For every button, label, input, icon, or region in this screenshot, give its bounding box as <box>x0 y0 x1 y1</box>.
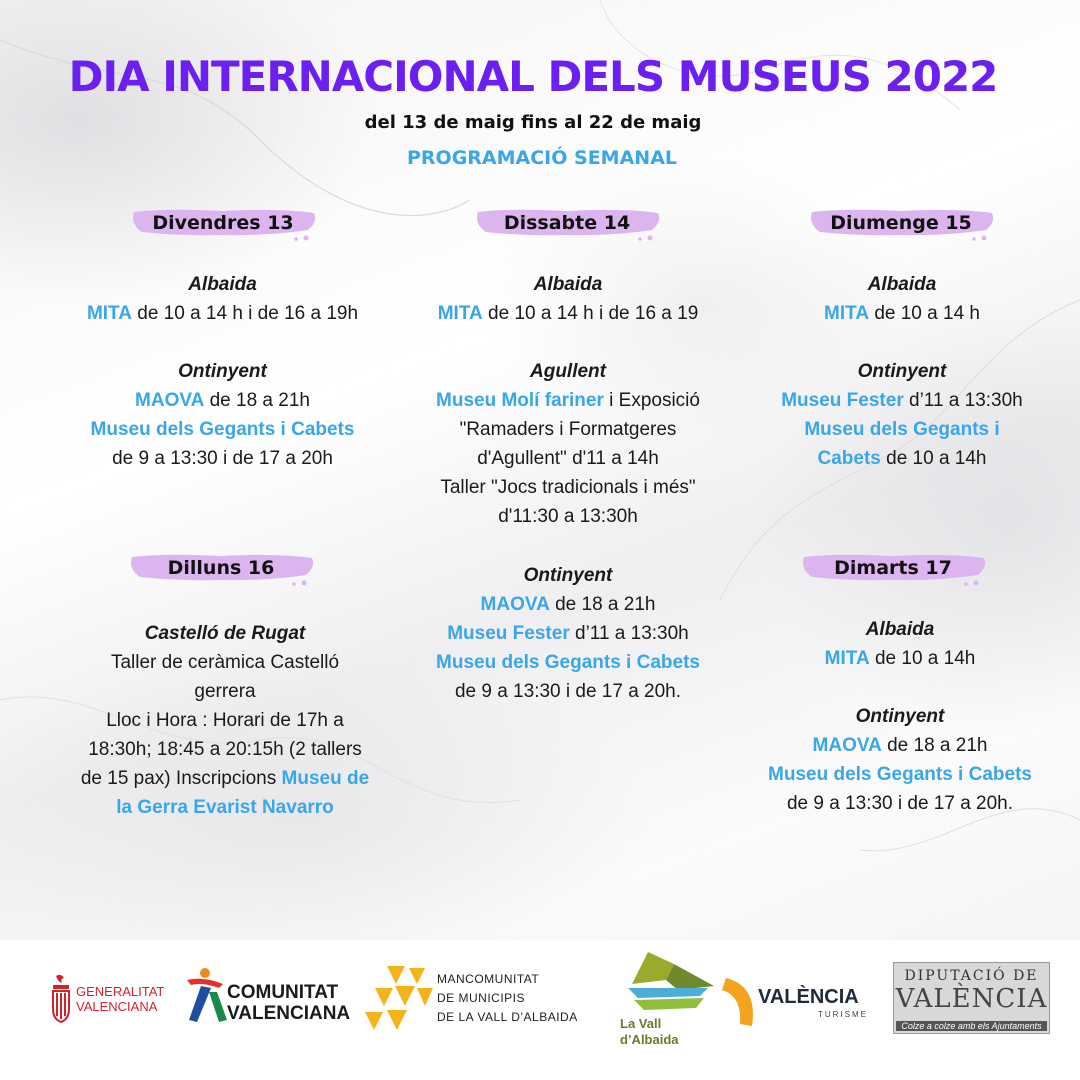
museum-name: Museu Fester <box>447 623 570 644</box>
logo-text: Colze a colze amb els Ajuntaments <box>896 1021 1047 1031</box>
museum-name: Museu dels Gegants i Cabets <box>436 652 700 673</box>
schedule-text: de 9 a 13:30 i de 17 a 20h <box>112 448 333 469</box>
logo-text: COMUNITAT <box>227 982 339 1003</box>
town-name: Albaida <box>533 274 603 295</box>
schedule-text: de 10 a 14h <box>869 648 976 669</box>
valencia-turisme-logo <box>722 976 872 1036</box>
schedule-line <box>750 386 1054 415</box>
museum-name: MITA <box>824 648 870 669</box>
schedule-tue <box>730 615 1070 818</box>
schedule-text: de 10 a 14h <box>880 448 987 469</box>
logo-text: DIPUTACIÓ DE <box>904 968 1039 984</box>
museum-name: MAOVA <box>135 390 205 411</box>
logo-text: GENERALITAT <box>76 984 165 999</box>
museum-name: MAOVA <box>480 594 550 615</box>
schedule-line <box>400 619 736 648</box>
page-title: DIA INTERNACIONAL DELS MUSEUS 2022 <box>68 52 998 101</box>
schedule-text: d'11:30 a 13:30h <box>498 506 638 527</box>
day-header-tue <box>798 553 988 589</box>
schedule-text: d'Agullent" d'11 a 14h <box>477 448 659 469</box>
diputacio-valencia-logo <box>893 962 1050 1034</box>
day-label: Dilluns 16 <box>167 557 275 579</box>
museum-name: Museu dels Gegants i Cabets <box>768 764 1032 785</box>
schedule-sat <box>400 270 736 531</box>
generalitat-valenciana-logo <box>50 974 175 1024</box>
schedule-text: de 18 a 21h <box>549 594 656 615</box>
program-heading: PROGRAMACIÓ SEMANAL <box>406 147 678 169</box>
logo-text: d’Albaida <box>620 1032 679 1047</box>
museum-name: Museu de <box>281 768 370 789</box>
schedule-text: de 9 a 13:30 i de 17 a 20h. <box>786 793 1014 814</box>
schedule-text: de 18 a 21h <box>881 735 988 756</box>
schedule-text: de 18 a 21h <box>204 390 310 411</box>
logo-text: VALÈNCIA <box>758 986 859 1008</box>
town-name: Ontinyent <box>857 361 947 382</box>
town-name: Ontinyent <box>855 706 945 727</box>
gv-crest-icon <box>50 974 72 1024</box>
museum-name: Museu dels Gegants i <box>804 419 1000 440</box>
logo-text: DE MUNICIPIS <box>437 991 526 1005</box>
schedule-line <box>45 299 400 328</box>
town-name: Ontinyent <box>178 361 267 382</box>
date-range: del 13 de maig fins al 22 de maig <box>364 112 702 133</box>
schedule-text: 18:30h; 18:45 a 20:15h (2 tallers <box>88 739 362 760</box>
logo-text: VALÈNCIA <box>895 984 1048 1014</box>
logo-text: VALENCIANA <box>76 999 158 1014</box>
schedule-text: d’11 a 13:30h <box>569 623 689 644</box>
museum-name: la Gerra Evarist Navarro <box>116 797 334 818</box>
schedule-text: Lloc i Hora : Horari de 17h a <box>106 710 344 731</box>
schedule-text: Taller de ceràmica Castelló <box>110 652 340 673</box>
museum-name: Museu dels Gegants i Cabets <box>90 419 355 440</box>
vt-crescent-icon <box>722 976 756 1026</box>
day-header-sun <box>806 208 996 244</box>
town-name: Albaida <box>865 619 935 640</box>
schedule-line <box>730 731 1070 760</box>
schedule-sun <box>750 270 1054 473</box>
sponsor-logos <box>0 940 1080 1080</box>
schedule-line <box>750 444 1054 473</box>
schedule-line <box>45 386 400 415</box>
schedule-text: de 10 a 14 h i de 16 a 19 <box>482 303 699 324</box>
town-name: Castelló de Rugat <box>144 623 306 644</box>
schedule-mon <box>40 619 410 822</box>
logo-text: MANCOMUNITAT <box>437 972 540 986</box>
town-name: Agullent <box>530 361 606 382</box>
schedule-line <box>400 299 736 328</box>
museum-name: MAOVA <box>812 735 882 756</box>
day-label: Dissabte 14 <box>503 212 631 234</box>
schedule-fri <box>45 270 400 473</box>
schedule-line <box>40 764 410 793</box>
schedule-text: gerrera <box>194 681 256 702</box>
museum-name: Museu Fester <box>781 390 904 411</box>
logo-text: La Vall <box>620 1016 662 1031</box>
schedule-text: de 10 a 14 h <box>869 303 980 324</box>
museum-name: Cabets <box>817 448 881 469</box>
schedule-sat-ontinyent <box>400 561 736 706</box>
schedule-line <box>750 299 1054 328</box>
la-vall-albaida-logo <box>618 950 718 1050</box>
schedule-line <box>400 386 736 415</box>
logo-text: TURISME <box>818 1010 868 1019</box>
schedule-text: de 15 pax) Inscripcions <box>80 768 282 789</box>
schedule-text: i Exposició <box>603 390 700 411</box>
museum-name: Museu Molí fariner <box>436 390 604 411</box>
day-label: Diumenge 15 <box>830 212 972 234</box>
schedule-text: de 10 a 14 h i de 16 a 19h <box>131 303 359 324</box>
museum-name: MITA <box>437 303 483 324</box>
schedule-text: de 9 a 13:30 i de 17 a 20h. <box>454 681 682 702</box>
schedule-text: "Ramaders i Formatgeres <box>459 419 677 440</box>
town-name: Albaida <box>188 274 257 295</box>
day-header-mon <box>126 553 316 589</box>
cv-figure-icon <box>183 966 231 1024</box>
town-name: Ontinyent <box>523 565 613 586</box>
logo-text: DE LA VALL D’ALBAIDA <box>437 1010 578 1024</box>
day-label: Dimarts 17 <box>834 557 952 579</box>
schedule-line <box>400 590 736 619</box>
vall-landscape-icon <box>618 950 714 1016</box>
mancomunitat-mark-icon <box>365 966 433 1030</box>
museum-name: MITA <box>86 303 132 324</box>
schedule-line <box>730 644 1070 673</box>
schedule-text: Taller "Jocs tradicionals i més" <box>440 477 696 498</box>
comunitat-valenciana-logo <box>183 966 351 1026</box>
logo-text: VALENCIANA <box>227 1003 351 1024</box>
mancomunitat-logo <box>365 966 590 1032</box>
town-name: Albaida <box>867 274 937 295</box>
day-label: Divendres 13 <box>152 212 294 234</box>
day-header-fri <box>128 208 318 244</box>
museum-name: MITA <box>824 303 870 324</box>
day-header-sat <box>472 208 662 244</box>
schedule-text: d’11 a 13:30h <box>903 390 1023 411</box>
